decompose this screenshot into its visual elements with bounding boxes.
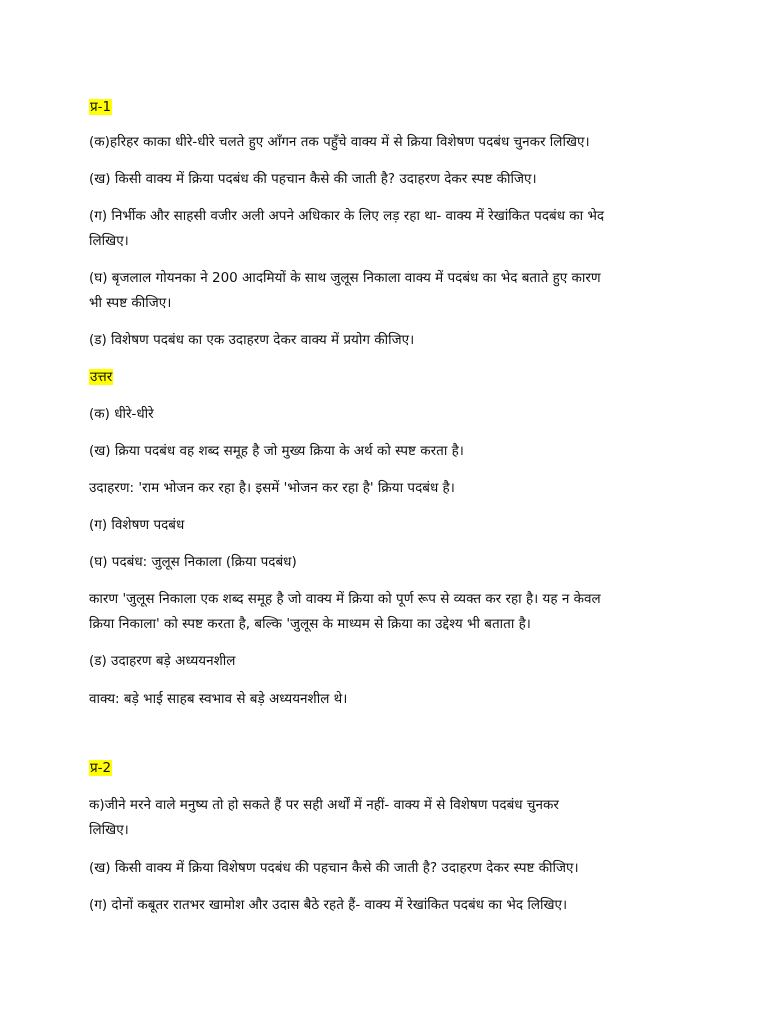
q1-item-ga-line1: (ग) निर्भीक और साहसी वजीर अली अपने अधिकार के लिए लड़ रहा था- वाक्य में रेखांकित पदबंध का भेद <box>89 208 605 224</box>
answer-reason-line2: क्रिया निकाला' को स्पष्ट करता है, बल्कि 'जुलूस के माध्यम से क्रिया का उद्देश्य भी बताता है। <box>89 616 531 632</box>
q1-item-gha-line1: (घ) बृजलाल गोयनका ने 200 आदमियों के साथ जुलूस निकाला वाक्य में पदबंध का भेद बताते हुए कारण <box>89 270 601 286</box>
q1-item-ka: (क)हरिहर काका धीरे-धीरे चलते हुए आँगन तक पहुँचे वाक्य में से क्रिया विशेषण पदबंध चुनकर लिखिए। <box>89 134 590 150</box>
answer-heading: उत्तर <box>90 369 113 385</box>
answer-item-ga: (ग) विशेषण पदबंध <box>89 517 185 533</box>
q1-item-gha-line2: भी स्पष्ट कीजिए। <box>89 295 172 311</box>
q1-item-ga-line2: लिखिए। <box>89 233 129 249</box>
answer-item-ka: (क) धीरे-धीरे <box>89 406 154 422</box>
answer-item-da: (ड) उदाहरण बड़े अध्ययनशील <box>89 653 236 669</box>
answer-reason-line1: कारण 'जुलूस निकाला एक शब्द समूह है जो वाक्य में क्रिया को पूर्ण रूप से व्यक्त कर रहा है। यह न केवल <box>89 591 601 607</box>
answer-item-gha: (घ) पदबंध: जुलूस निकाला (क्रिया पदबंध) <box>89 554 297 570</box>
answer-example: उदाहरण: 'राम भोजन कर रहा है। इसमें 'भोजन कर रहा है' क्रिया पदबंध है। <box>89 480 455 496</box>
q2-item-ka-line1: क)जीने मरने वाले मनुष्य तो हो सकते हैं पर सही अर्थों में नहीं- वाक्य में से विशेषण पदबंध चुनकर <box>89 797 559 813</box>
q1-heading-line <box>89 94 679 120</box>
q2-heading: प्र-2 <box>90 760 112 776</box>
q1-heading: प्र-1 <box>90 99 112 115</box>
q1-item-kha: (ख) किसी वाक्य में क्रिया पदबंध की पहचान कैसे की जाती है? उदाहरण देकर स्पष्ट कीजिए। <box>89 171 537 187</box>
q1-item-da: (ड) विशेषण पदबंध का एक उदाहरण देकर वाक्य में प्रयोग कीजिए। <box>89 332 415 348</box>
answer-heading-line <box>89 364 679 390</box>
answer-sentence: वाक्य: बड़े भाई साहब स्वभाव से बड़े अध्ययनशील थे। <box>89 691 348 707</box>
q2-item-ka-line2: लिखिए। <box>89 822 129 838</box>
answer-item-kha: (ख) क्रिया पदबंध वह शब्द समूह है जो मुख्य क्रिया के अर्थ को स्पष्ट करता है। <box>89 443 464 459</box>
q2-item-kha: (ख) किसी वाक्य में क्रिया विशेषण पदबंध की पहचान कैसे की जाती है? उदाहरण देकर स्पष्ट कीजिए। <box>89 860 579 876</box>
q2-item-ga: (ग) दोनों कबूतर रातभर खामोश और उदास बैठे रहते हैं- वाक्य में रेखांकित पदबंध का भेद लिखिए। <box>89 897 568 913</box>
q2-heading-line <box>89 755 679 781</box>
